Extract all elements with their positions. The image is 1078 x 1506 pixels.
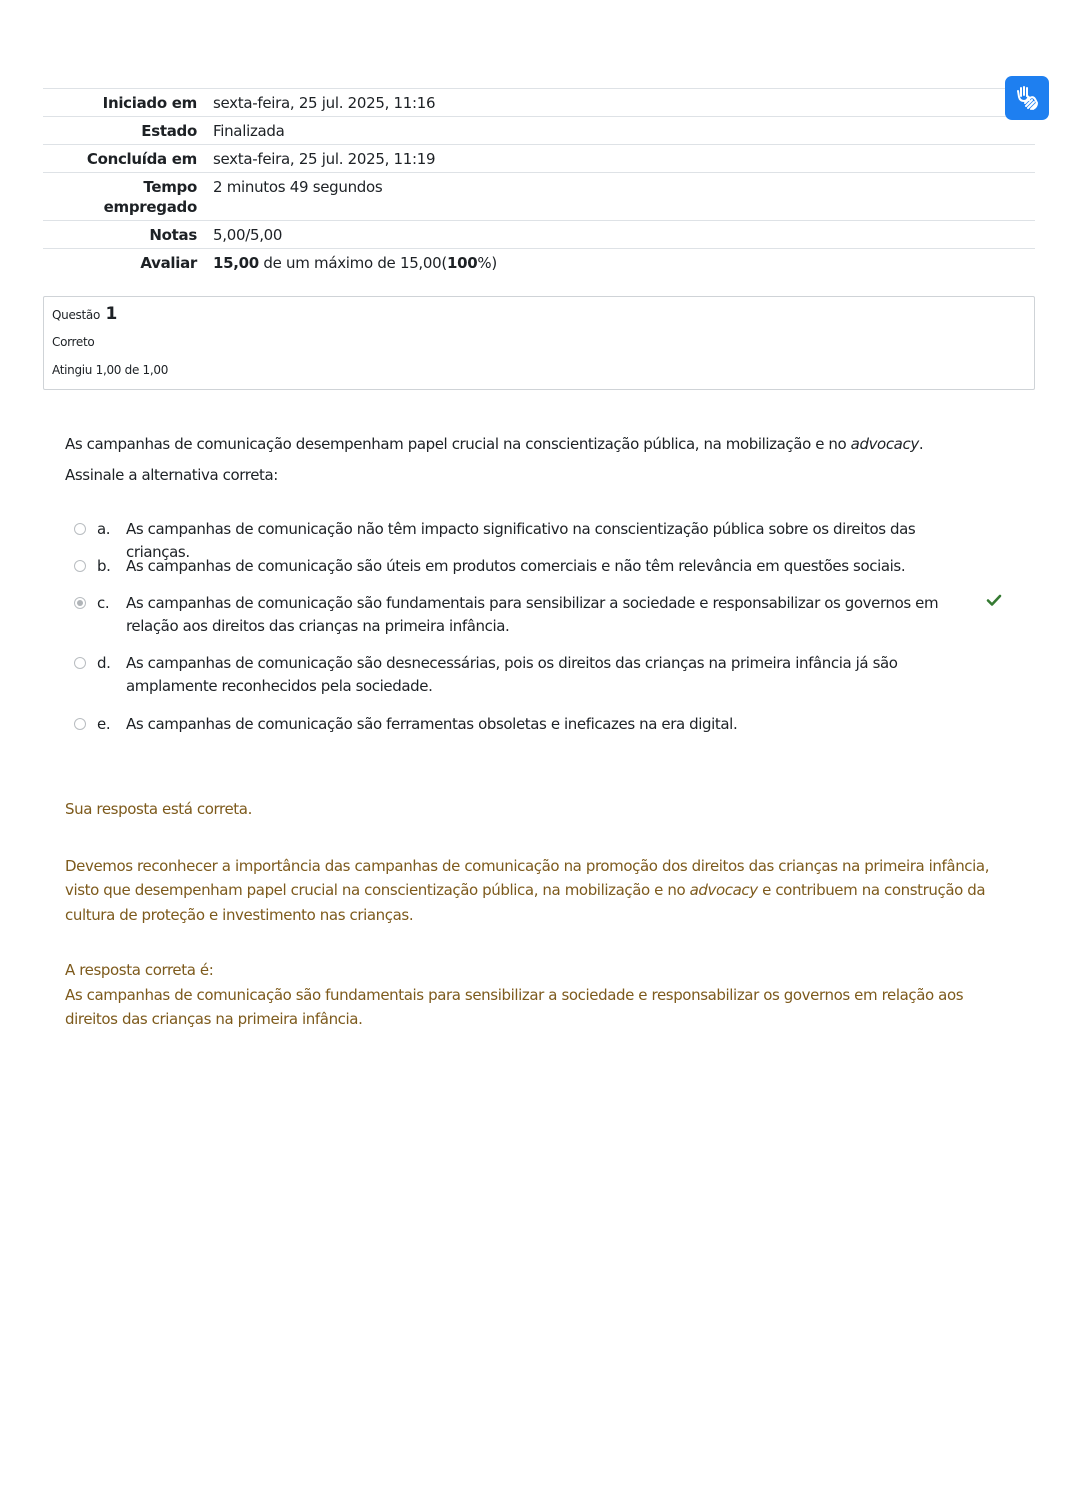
question-number-label: Questão <box>52 308 100 322</box>
grade-value <box>213 249 1035 277</box>
question-number-value: 1 <box>105 304 118 324</box>
time-label-line2: empregado <box>103 198 197 216</box>
answer-letter: b. <box>97 557 111 575</box>
summary-row-marks <box>43 221 1035 249</box>
summary-row-started <box>43 89 1035 117</box>
answer-text: As campanhas de comunicação são úteis em produtos comerciais e não têm relevância em questões sociais. <box>126 557 906 575</box>
radio-icon[interactable] <box>74 523 86 535</box>
started-value: sexta-feira, 25 jul. 2025, 11:16 <box>213 89 1035 117</box>
general-feedback-text-1: Devemos reconhecer a importância das campanhas de comunicação na promoção dos direitos das crianças na primeira infância, visto que desempenham papel crucial na conscientização pública, na mobilização e no <box>65 856 990 899</box>
answer-letter: a. <box>97 520 111 538</box>
attempt-summary-table <box>43 88 1035 276</box>
answer-letter: d. <box>97 654 111 672</box>
radio-icon[interactable] <box>74 560 86 572</box>
marks-value: 5,00/5,00 <box>213 221 1035 249</box>
answer-text: As campanhas de comunicação são ferramentas obsoletas e ineficazes na era digital. <box>126 715 738 733</box>
radio-icon[interactable] <box>74 718 86 730</box>
question-statement <box>65 434 923 454</box>
summary-row-state <box>43 117 1035 145</box>
answer-option-d[interactable] <box>74 652 1014 713</box>
vlibras-accessibility-button[interactable] <box>1005 76 1049 120</box>
question-prompt: Assinale a alternativa correta: <box>65 466 278 484</box>
answer-option-a[interactable] <box>74 518 1014 561</box>
grade-text: de um máximo de 15,00( <box>258 254 447 272</box>
answer-text: As campanhas de comunicação são desnecessárias, pois os direitos das crianças na primeira infância já são amplamente reconhecidos pela sociedade. <box>126 654 898 695</box>
general-feedback-em: advocacy <box>689 881 758 899</box>
summary-row-completed <box>43 145 1035 173</box>
feedback-section <box>65 797 1010 1032</box>
radio-icon[interactable] <box>74 657 86 669</box>
question-grade: Atingiu 1,00 de 1,00 <box>52 363 169 377</box>
time-label <box>43 173 213 221</box>
correct-message: Sua resposta está correta. <box>65 800 252 818</box>
question-statement-text: As campanhas de comunicação desempenham papel crucial na conscientização pública, na mobilização e no <box>65 435 851 453</box>
summary-row-grade <box>43 249 1035 277</box>
completed-label: Concluída em <box>43 145 213 173</box>
answer-text: As campanhas de comunicação não têm impacto significativo na conscientização pública sobre os direitos das crianças. <box>126 520 916 561</box>
question-statement-end: . <box>918 435 924 453</box>
marks-label: Notas <box>43 221 213 249</box>
state-label: Estado <box>43 117 213 145</box>
general-feedback <box>65 854 1010 928</box>
answer-option-b[interactable] <box>74 555 1014 592</box>
answer-option-e[interactable] <box>74 713 1014 750</box>
completed-value: sexta-feira, 25 jul. 2025, 11:19 <box>213 145 1035 173</box>
correct-check-icon <box>986 592 1002 615</box>
grade-score: 15,00 <box>213 254 259 272</box>
time-label-line1: Tempo <box>143 178 197 196</box>
question-number <box>52 304 117 324</box>
question-state: Correto <box>52 335 95 349</box>
time-value: 2 minutos 49 segundos <box>213 173 1035 221</box>
grade-suffix: %) <box>477 254 497 272</box>
answer-options <box>74 518 1014 750</box>
grade-label: Avaliar <box>43 249 213 277</box>
sign-language-icon <box>1013 84 1041 112</box>
answer-letter: e. <box>97 715 111 733</box>
summary-row-time <box>43 173 1035 221</box>
radio-selected-icon[interactable] <box>74 597 86 609</box>
question-text <box>65 434 923 485</box>
right-answer-text: As campanhas de comunicação são fundamentais para sensibilizar a sociedade e responsabilizar os governos em relação aos direitos das crianças na primeira infância. <box>65 985 964 1028</box>
grade-percent: 100 <box>446 254 478 272</box>
answer-letter: c. <box>97 594 110 612</box>
general-feedback-text-2: e contribuem na construção da cultura de proteção e investimento nas crianças. <box>65 881 986 924</box>
state-value: Finalizada <box>213 117 1035 145</box>
question-statement-em: advocacy <box>850 435 919 453</box>
question-info-box <box>43 296 1035 390</box>
answer-text: As campanhas de comunicação são fundamentais para sensibilizar a sociedade e responsabilizar os governos em relação aos direitos das crianças na primeira infância. <box>126 594 939 635</box>
started-label: Iniciado em <box>43 89 213 117</box>
answer-option-c[interactable] <box>74 592 1014 652</box>
right-answer-label: A resposta correta é: <box>65 961 214 979</box>
